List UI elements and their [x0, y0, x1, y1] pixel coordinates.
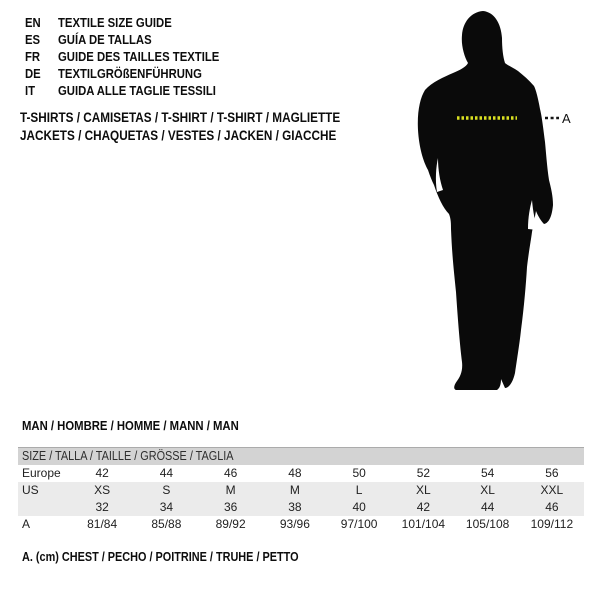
size-cell: 46 — [223, 466, 238, 480]
size-cell: 46 — [545, 500, 559, 514]
size-cell: 38 — [288, 500, 302, 514]
measurement-footnote: A. (cm) CHEST / PECHO / POITRINE / TRUHE / PETTO — [22, 550, 299, 564]
table-row-chest-a — [18, 516, 584, 533]
measure-label-a: A — [562, 111, 571, 126]
language-row — [25, 82, 243, 99]
size-cell: M — [225, 483, 236, 497]
size-cell: 101/104 — [401, 517, 446, 531]
row-label: US — [22, 483, 39, 497]
size-cell: XS — [94, 483, 111, 497]
language-label: GUÍA DE TALLAS — [58, 32, 152, 47]
size-cell: 50 — [352, 466, 366, 480]
size-cell: 89/92 — [215, 517, 246, 531]
language-row — [25, 31, 243, 48]
language-code: EN — [25, 15, 41, 30]
size-cell: 36 — [223, 500, 238, 514]
size-cell: 93/96 — [279, 517, 310, 531]
product-line-tshirts: T-SHIRTS / CAMISETAS / T-SHIRT / T-SHIRT / MAGLIETTE — [20, 110, 341, 125]
language-list — [25, 14, 243, 99]
table-row-us — [18, 482, 584, 499]
size-cell: 52 — [416, 466, 431, 480]
size-cell: 34 — [159, 500, 174, 514]
size-cell: 32 — [95, 500, 109, 514]
language-code: DE — [25, 66, 41, 81]
size-cell: 105/108 — [465, 517, 510, 531]
size-cell: 44 — [159, 466, 174, 480]
size-cell: 44 — [480, 500, 495, 514]
table-row-europe — [18, 465, 584, 482]
row-label — [18, 499, 70, 516]
product-line-jackets: JACKETS / CHAQUETAS / VESTES / JACKEN / GIACCHE — [20, 128, 337, 143]
language-code: FR — [25, 49, 41, 64]
size-cell: M — [289, 483, 300, 497]
language-label: TEXTILE SIZE GUIDE — [58, 15, 172, 30]
size-cell: XXL — [540, 483, 564, 497]
size-cell: 42 — [416, 500, 431, 514]
size-cell: L — [355, 483, 363, 497]
size-cell: XL — [416, 483, 431, 497]
size-cell: 81/84 — [87, 517, 118, 531]
language-code: IT — [25, 83, 36, 98]
row-label: A — [22, 517, 31, 531]
man-silhouette-icon — [410, 0, 600, 392]
language-row — [25, 65, 243, 82]
size-cell: S — [162, 483, 171, 497]
size-cell: 56 — [545, 466, 559, 480]
section-title-man: MAN / HOMBRE / HOMME / MANN / MAN — [22, 418, 239, 433]
size-table — [18, 447, 584, 533]
language-label: GUIDE DES TAILLES TEXTILE — [58, 49, 220, 64]
product-types — [20, 109, 388, 145]
table-header: SIZE / TALLA / TAILLE / GRÖSSE / TAGLIA — [18, 447, 584, 465]
size-cell: 40 — [352, 500, 366, 514]
language-row — [25, 14, 243, 31]
size-cell: 42 — [95, 466, 109, 480]
language-label: TEXTILGRÖßENFÜHRUNG — [58, 66, 202, 81]
size-cell: 97/100 — [340, 517, 378, 531]
size-cell: XL — [480, 483, 495, 497]
size-cell: 109/112 — [530, 517, 574, 531]
row-label: Europe — [22, 466, 61, 480]
size-cell: 54 — [480, 466, 495, 480]
language-row — [25, 48, 243, 65]
language-code: ES — [25, 32, 41, 47]
size-cell: 48 — [288, 466, 302, 480]
language-label: GUIDA ALLE TAGLIE TESSILI — [58, 83, 216, 98]
table-row-us-numeric — [18, 499, 584, 516]
size-cell: 85/88 — [151, 517, 182, 531]
